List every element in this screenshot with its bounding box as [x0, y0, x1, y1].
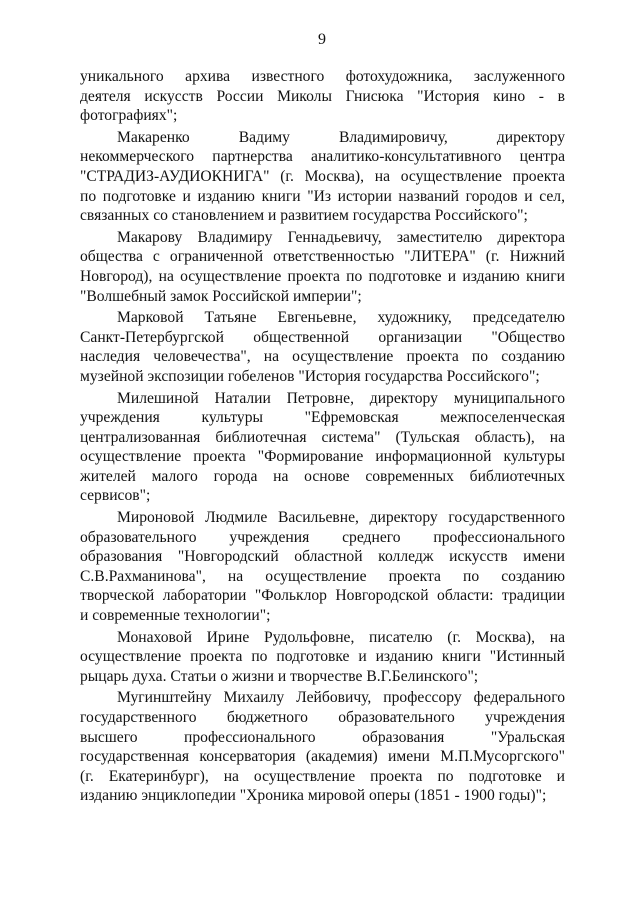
page-number: 9 [318, 31, 326, 48]
text-line: (г. Екатеринбург), на осуществление проекта по подготовке и [80, 767, 565, 785]
text-line: высшего профессионального образования "Уральская [80, 728, 565, 746]
text-line: учреждения культуры "Ефремовская межпоселенческая [80, 409, 565, 427]
text-line: некоммерческого партнерства аналитико-консультативного центра [80, 148, 565, 166]
document-body [80, 67, 565, 806]
text-line: образования "Новгородский областной колледж искусств имени [80, 548, 565, 566]
text-line: осуществление проекта по подготовке и изданию книги "Истинный [80, 648, 565, 666]
text-line: творческой лаборатории "Фольклор Новгородской области: традиции [80, 587, 565, 605]
text-line: "СТРАДИЗ-АУДИОКНИГА" (г. Москва), на осуществление проекта [80, 167, 565, 185]
entry-mironova [80, 508, 565, 626]
entry-continuation [80, 67, 565, 126]
entry-mileshina [80, 389, 565, 507]
text-line: Мироновой Людмиле Васильевне, директору государственного [117, 509, 565, 527]
text-line: Милешиной Наталии Петровне, директору муниципального [117, 389, 565, 407]
text-line: по подготовке и изданию книги "Из истории названий городов и сел, [80, 187, 565, 205]
entry-makarenko [80, 128, 565, 226]
entry-markova [80, 308, 565, 386]
text-line: Новгород), на осуществление проекта по подготовке и изданию книги [80, 267, 565, 285]
text-line: деятеля искусств России Миколы Гнисюка "История кино - в [80, 87, 565, 105]
text-line: общества с ограниченной ответственностью "ЛИТЕРА" (г. Нижний [80, 248, 565, 266]
text-line: образовательного учреждения среднего профессионального [80, 528, 565, 546]
entry-muginshtein [80, 688, 565, 806]
text-line: Санкт-Петербургской общественной организации "Общество [80, 328, 565, 346]
text-line: государственная консерватория (академия) имени М.П.Мусоргского" [80, 748, 565, 766]
text-line: уникального архива известного фотохудожника, заслуженного [80, 68, 565, 85]
text-line: "Волшебный замок Российской империи"; [80, 287, 362, 305]
text-line: централизованная библиотечная система" (Тульская область), на [80, 428, 565, 446]
text-line: осуществление проекта "Формирование информационной культуры [80, 448, 565, 466]
text-line: связанных со становлением и развитием государства Российского"; [80, 207, 528, 225]
text-line: фотографиях"; [80, 107, 178, 125]
text-line: музейной экспозиции гобеленов "История государства Российского"; [80, 367, 540, 385]
entry-makarov [80, 228, 565, 306]
text-line: изданию энциклопедии "Хроника мировой оперы (1851 - 1900 годы)"; [80, 787, 547, 805]
text-line: сервисов"; [80, 487, 151, 505]
text-line: С.В.Рахманинова", на осуществление проекта по созданию [80, 567, 565, 585]
text-line: жителей малого города на основе современных библиотечных [80, 467, 565, 485]
text-line: Марковой Татьяне Евгеньевне, художнику, председателю [117, 309, 565, 327]
entry-monakhova [80, 628, 565, 687]
text-line: и современные технологии"; [80, 607, 271, 625]
text-line: наследия человечества", на осуществление проекта по созданию [80, 348, 565, 366]
text-line: рыцарь духа. Статьи о жизни и творчестве В.Г.Белинского"; [80, 667, 479, 685]
text-line: Монаховой Ирине Рудольфовне, писателю (г. Москва), на [117, 628, 565, 646]
text-line: Макаренко Вадиму Владимировичу, директору [117, 128, 565, 146]
text-line: Мугинштейну Михаилу Лейбовичу, профессору федерального [117, 689, 565, 707]
text-line: Макарову Владимиру Геннадьевичу, заместителю директора [117, 228, 565, 246]
text-line: государственного бюджетного образовательного учреждения [80, 709, 565, 726]
